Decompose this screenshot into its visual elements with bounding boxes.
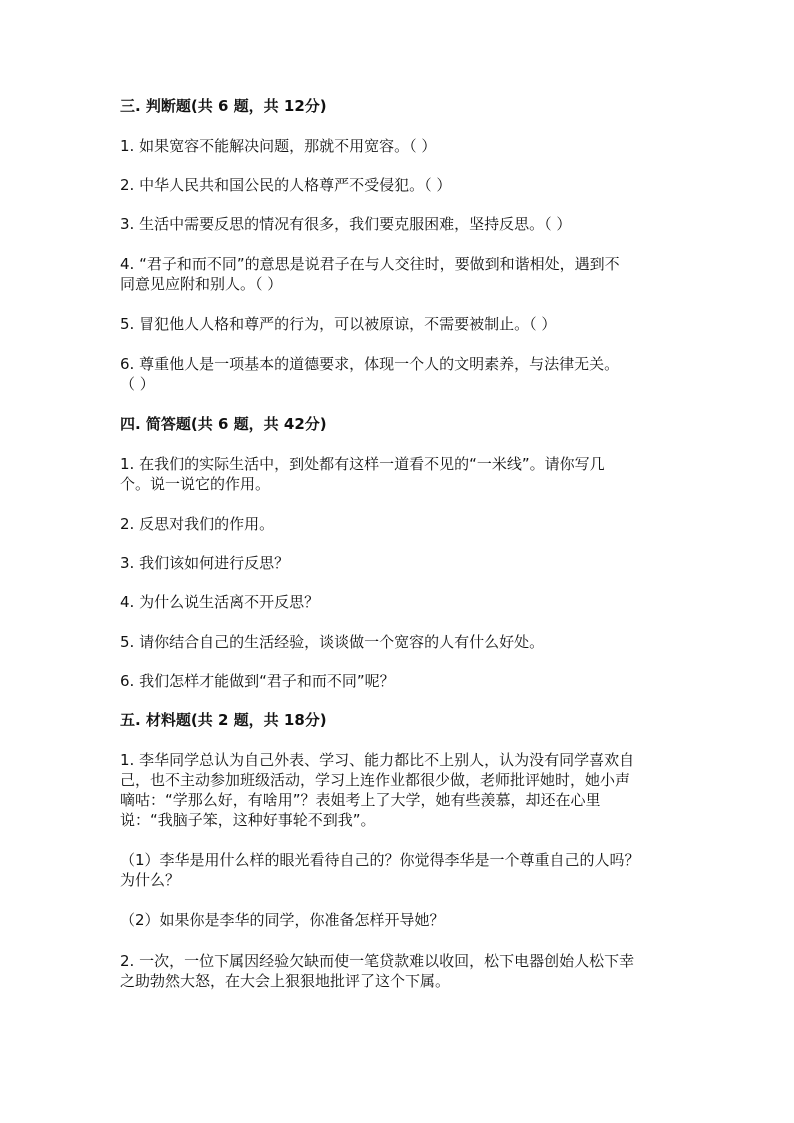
section-3-question-2: 2. 中华人民共和国公民的人格尊严不受侵犯。（ ）	[120, 176, 452, 194]
section-3-question-1: 1. 如果宽容不能解决问题，那就不用宽容。（ ）	[120, 137, 437, 155]
section-4-question-5: 5. 请你结合自己的生活经验，谈谈做一个宽容的人有什么好处。	[120, 633, 545, 651]
question-4-line-1: 4. “君子和而不同”的意思是说君子在与人交往时，要做到和谐相处，遇到不	[120, 255, 620, 273]
question-4-line-2: 同意见应附和别人。（ ）	[120, 275, 283, 293]
subquestion-1-line-1: （1）李华是用什么样的眼光看待自己的？你觉得李华是一个尊重自己的人吗？	[120, 851, 640, 869]
section-5-heading: 五. 材料题(共 2 题，共 18分)	[120, 711, 327, 729]
question-1-line-2: 个。说一说它的作用。	[120, 475, 271, 493]
section-4-question-6: 6. 我们怎样才能做到“君子和而不同”呢？	[120, 672, 395, 690]
material-1-line-2: 己，也不主动参加班级活动，学习上连作业都很少做，老师批评她时，她小声	[120, 771, 631, 789]
section-4-question-2: 2. 反思对我们的作用。	[120, 515, 275, 533]
question-6-line-2: （ ）	[120, 375, 155, 393]
material-1-line-4: 说：“我脑子笨，这种好事轮不到我”。	[120, 811, 376, 829]
material-1-line-3: 嘀咕：“学那么好，有啥用”？表姐考上了大学，她有些羡慕，却还在心里	[120, 791, 601, 809]
material-1-line-1: 1. 李华同学总认为自己外表、学习、能力都比不上别人，认为没有同学喜欢自	[120, 751, 635, 769]
material-1-passage	[120, 750, 680, 830]
question-1-line-1: 1. 在我们的实际生活中，到处都有这样一道看不见的“一米线”。请你写几	[120, 455, 605, 473]
material-2-passage	[120, 951, 680, 991]
section-4-heading: 四. 简答题(共 6 题，共 42分)	[120, 415, 327, 433]
material-2-line-2: 之助勃然大怒，在大会上狠狠地批评了这个下属。	[120, 972, 451, 990]
section-3-question-5: 5. 冒犯他人人格和尊严的行为，可以被原谅，不需要被制止。（ ）	[120, 315, 557, 333]
section-4-question-3: 3. 我们该如何进行反思？	[120, 554, 290, 572]
material-1-subquestion-2: （2）如果你是李华的同学，你准备怎样开导她？	[120, 911, 445, 929]
subquestion-1-line-2: 为什么？	[120, 871, 181, 889]
section-3-question-6	[120, 354, 680, 394]
material-1-subquestion-1	[120, 850, 680, 890]
material-2-line-1: 2. 一次，一位下属因经验欠缺而使一笔贷款难以收回，松下电器创始人松下幸	[120, 952, 635, 970]
section-4-question-4: 4. 为什么说生活离不开反思？	[120, 593, 320, 611]
section-3-question-3: 3. 生活中需要反思的情况有很多，我们要克服困难，坚持反思。（ ）	[120, 215, 572, 233]
question-6-line-1: 6. 尊重他人是一项基本的道德要求，体现一个人的文明素养，与法律无关。	[120, 355, 620, 373]
section-3-heading: 三. 判断题(共 6 题，共 12分)	[120, 97, 327, 115]
section-3-question-4	[120, 254, 680, 294]
section-4-question-1	[120, 454, 680, 494]
